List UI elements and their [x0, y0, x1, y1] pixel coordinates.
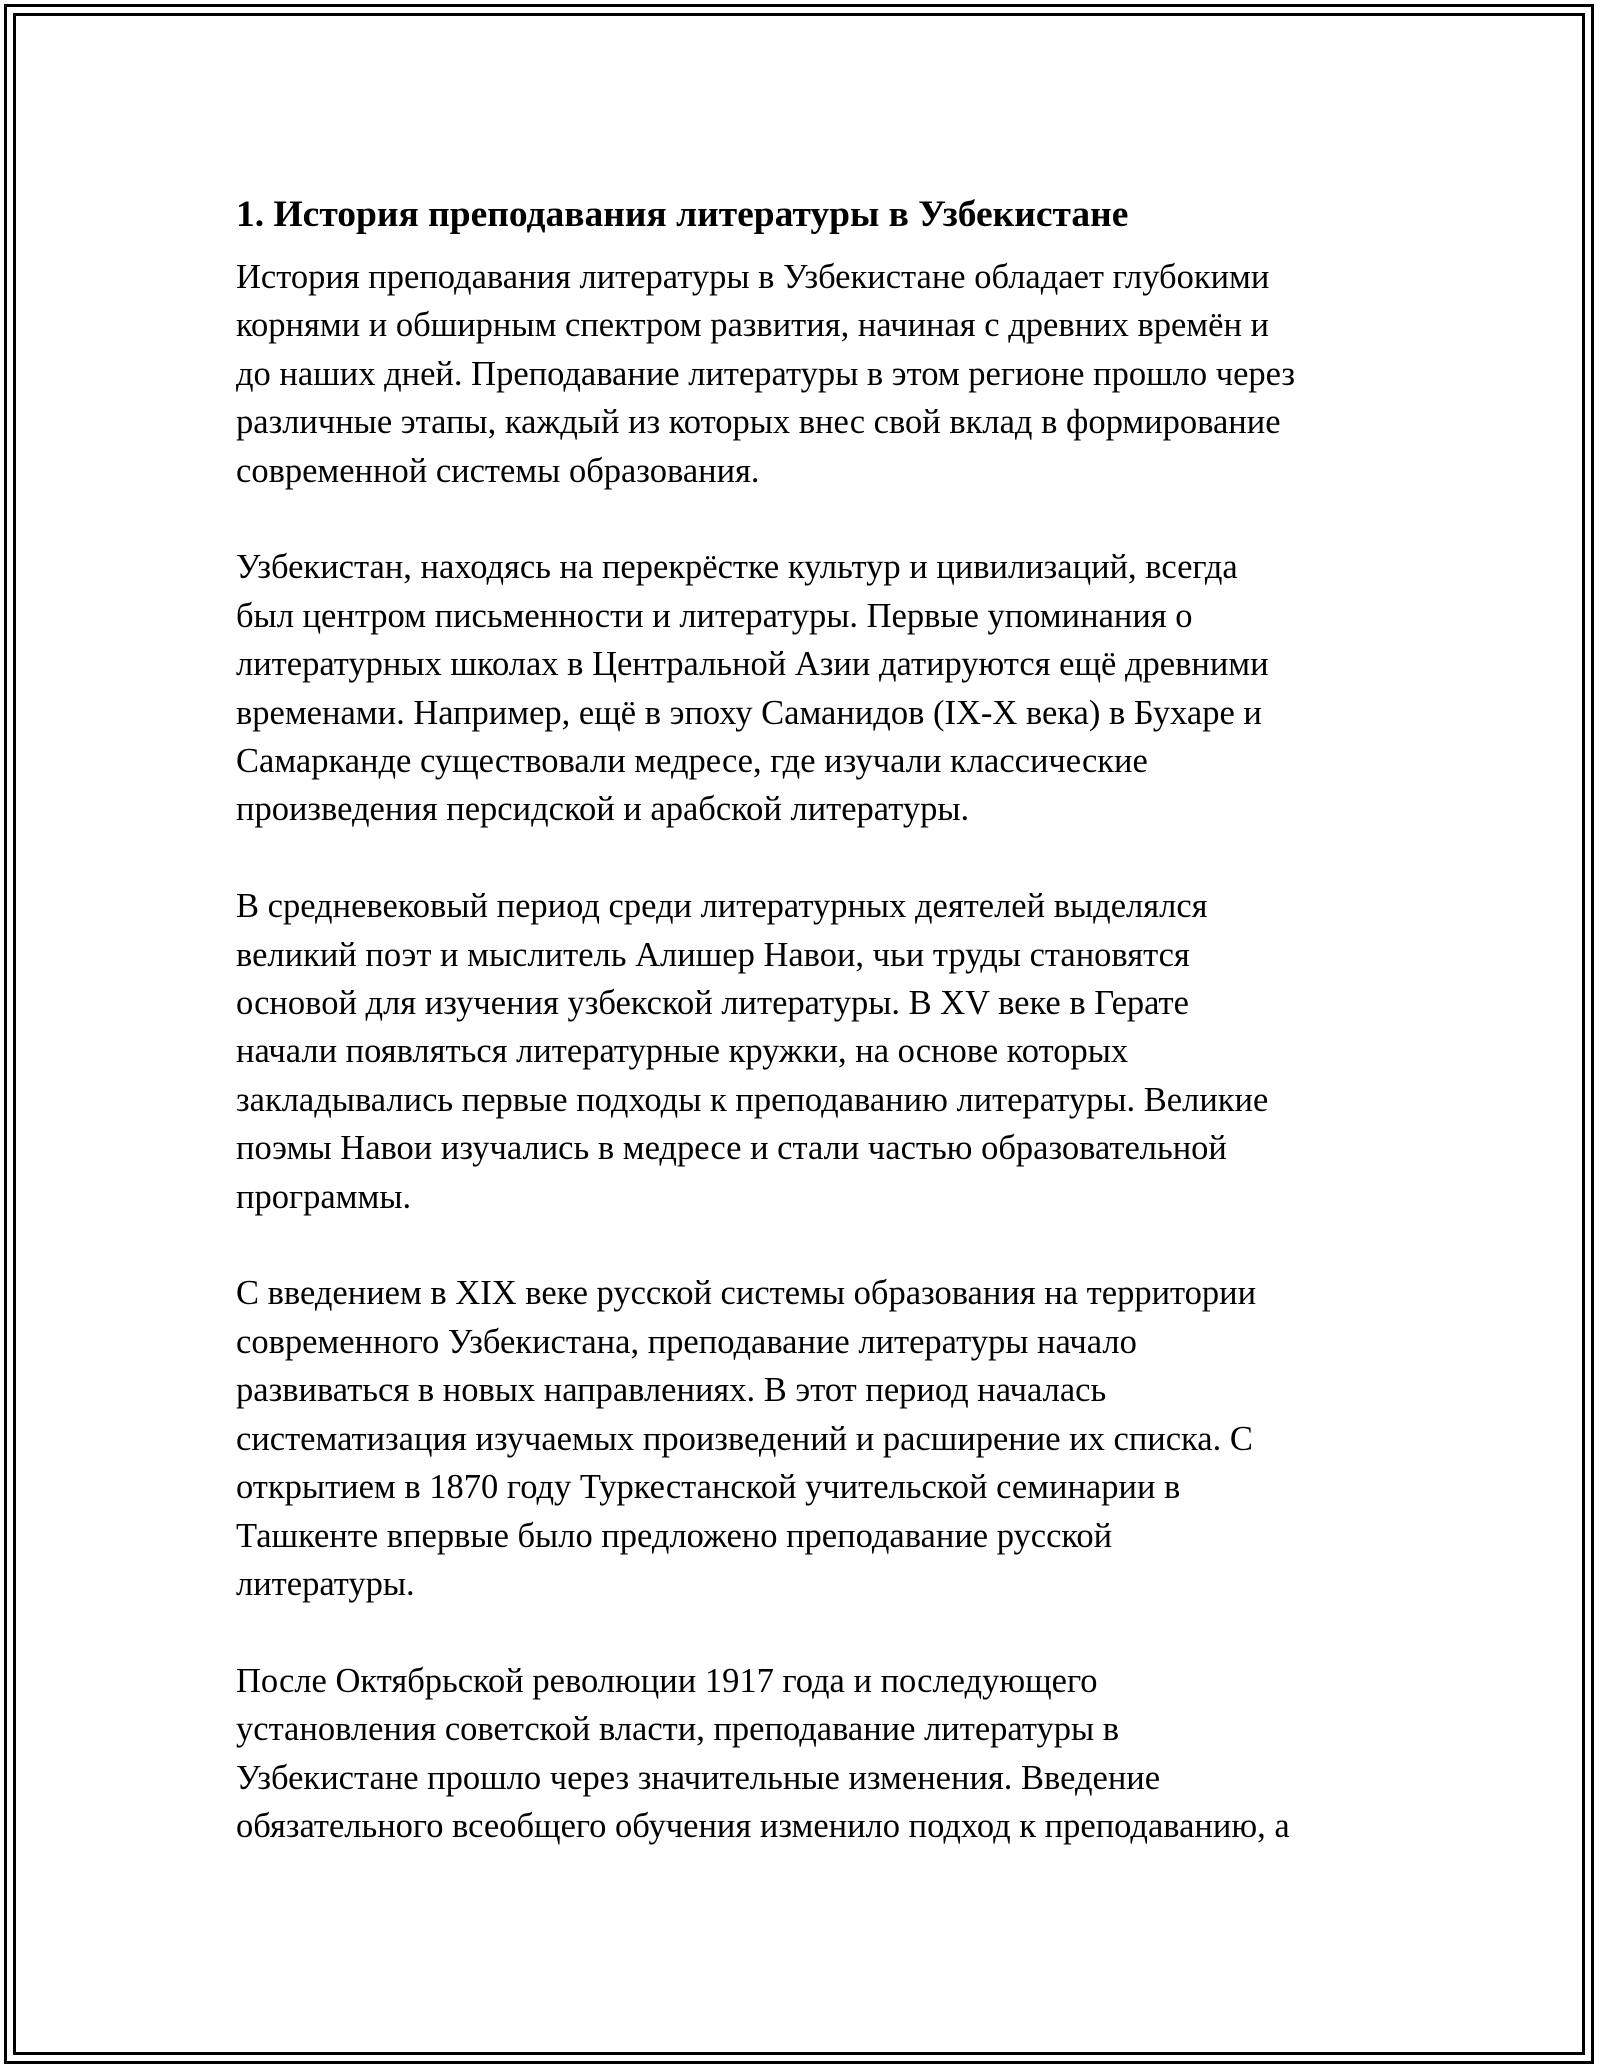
text-line: основой для изучения узбекской литературы. В XV веке в Герате [236, 984, 1189, 1023]
text-line: Самарканде существовали медресе, где изучали классические [236, 742, 1148, 781]
text-line: В средневековый период среди литературных деятелей выделялся [236, 887, 1208, 926]
text-line: открытием в 1870 году Туркестанской учительской семинарии в [236, 1468, 1181, 1507]
text-line: После Октябрьской революции 1917 года и последующего [236, 1661, 1098, 1700]
text-line: начали появляться литературные кружки, на основе которых [236, 1032, 1129, 1071]
paragraph-crossroads [236, 543, 1376, 833]
text-line: Узбекистан, находясь на перекрёстке культур и цивилизаций, всегда [236, 548, 1238, 587]
text-line: современной системы образования. [236, 451, 760, 490]
text-line: корнями и обширным спектром развития, начиная с древних времён и [236, 306, 1269, 345]
text-line: до наших дней. Преподавание литературы в этом регионе прошло через [236, 354, 1296, 393]
text-line: обязательного всеобщего обучения изменило подход к преподаванию, а [236, 1806, 1290, 1845]
text-line: История преподавания литературы в Узбекистане обладает глубокими [236, 258, 1270, 296]
text-line: произведения персидской и арабской литературы. [236, 790, 970, 829]
text-line: систематизация изучаемых произведений и расширение их списка. С [236, 1419, 1253, 1458]
text-line: великий поэт и мыслитель Алишер Навои, чьи труды становятся [236, 935, 1190, 974]
text-line: закладывались первые подходы к преподаванию литературы. Великие [236, 1080, 1269, 1119]
paragraph-19th-century [236, 1269, 1376, 1608]
paragraph-intro [236, 253, 1376, 495]
text-line: С введением в XIX веке русской системы образования на территории [236, 1274, 1257, 1313]
text-line: поэмы Навои изучались в медресе и стали частью образовательной [236, 1129, 1227, 1168]
text-line: развиваться в новых направлениях. В этот период началась [236, 1371, 1107, 1410]
paragraph-medieval [236, 882, 1376, 1221]
document-body [236, 188, 1376, 1850]
text-line: различные этапы, каждый из которых внес свой вклад в формирование [236, 403, 1281, 442]
text-line: современного Узбекистана, преподавание литературы начало [236, 1322, 1137, 1361]
section-heading: 1. История преподавания литературы в Узбекистане [236, 194, 1129, 235]
text-line: программы. [236, 1177, 412, 1216]
text-line: был центром письменности и литературы. Первые упоминания о [236, 596, 1193, 635]
text-line: установления советской власти, преподавание литературы в [236, 1710, 1120, 1749]
paragraph-soviet-era [236, 1657, 1376, 1851]
text-line: Узбекистане прошло через значительные изменения. Введение [236, 1758, 1161, 1797]
text-line: литературных школах в Центральной Азии датируются ещё древними [236, 645, 1269, 684]
text-line: Ташкенте впервые было предложено преподавание русской [236, 1516, 1113, 1555]
text-line: временами. Например, ещё в эпоху Саманидов (IX-X века) в Бухаре и [236, 693, 1262, 732]
text-line: литературы. [236, 1564, 415, 1603]
